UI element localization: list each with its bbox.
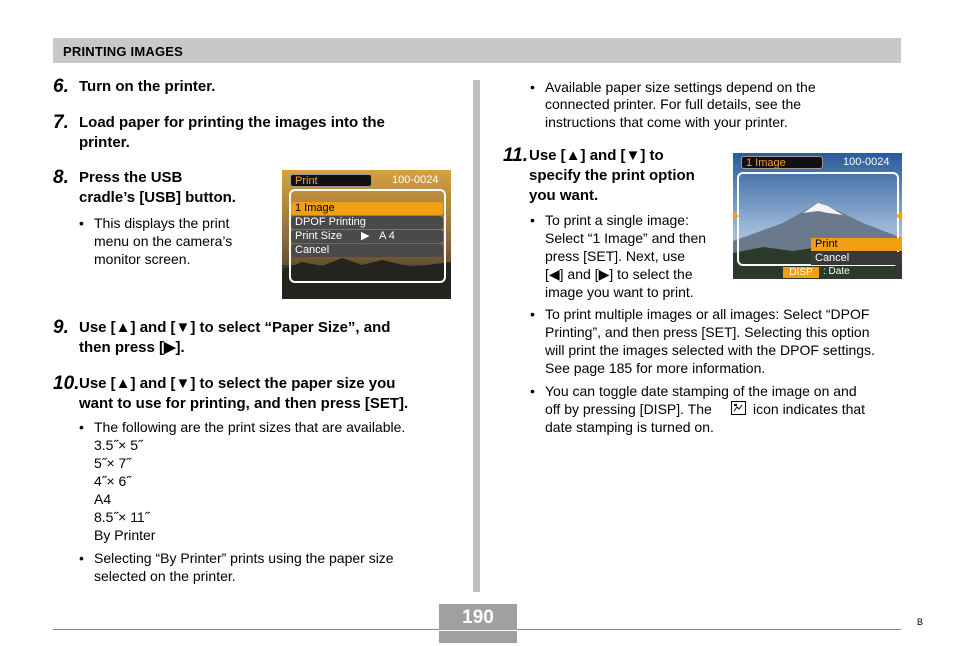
menu-item-print[interactable]: Print (811, 238, 902, 251)
menu-item-cancel[interactable]: Cancel (291, 244, 443, 257)
play-right-icon: ▶ (361, 230, 370, 242)
menu-title: 1 Image (741, 156, 823, 169)
file-number: 100-0024 (843, 156, 890, 168)
section-header (53, 38, 901, 63)
page-number: 190 (439, 604, 517, 630)
bullet-line: • To print multiple images or all images: Select “DPOF (545, 305, 869, 323)
step-10-line1: Use [▲] and [▼] to select the paper size you (79, 375, 396, 392)
bullet-line: • You can toggle date stamping of the image on and (545, 382, 857, 400)
bullet-line: monitor screen. (94, 251, 191, 267)
step-number: 8. (53, 167, 69, 188)
corner-mark: B (917, 617, 924, 627)
print-size-option: 5˝× 7˝ (94, 455, 131, 471)
step-10-line2: want to use for printing, and then press [SET]. (79, 395, 409, 412)
camera-print-menu-screenshot (282, 170, 451, 299)
step-9-line2: then press [▶]. (79, 339, 185, 356)
bullet-line: [◀] and [▶] to select the (545, 266, 693, 282)
bullet-line: Select “1 Image” and then (545, 230, 707, 246)
bullet-line: off by pressing [DISP]. The (545, 401, 712, 417)
bullet-line: icon indicates that (753, 401, 866, 417)
step-11-line1: Use [▲] and [▼] to (529, 147, 664, 164)
section-title: PRINTING IMAGES (63, 44, 184, 59)
step-8-line1: Press the USB (79, 169, 183, 186)
step-7-line1: Load paper for printing the images into the (79, 114, 385, 131)
bullet-line: menu on the camera’s (94, 233, 233, 249)
step-6-text: Turn on the printer. (79, 78, 216, 95)
step-number: 10. (53, 373, 80, 394)
print-size-option: 8.5˝× 11˝ (94, 509, 150, 525)
date-stamp-icon (731, 401, 746, 415)
print-size-option: By Printer (94, 527, 156, 543)
disp-label: DISP (783, 267, 819, 278)
bullet-line: • To print a single image: (545, 211, 689, 229)
step-7-line2: printer. (79, 134, 130, 151)
bullet-line: will print the images selected with the DPOF settings. (545, 342, 875, 358)
print-size-option: A4 (94, 491, 112, 507)
menu-item-dpof-printing[interactable]: DPOF Printing (291, 216, 443, 229)
bullet-line: Printing”, and then press [SET]. Selecting this option (545, 324, 870, 340)
print-size-option: 3.5˝× 5˝ (94, 437, 143, 453)
column-divider (473, 80, 480, 592)
date-label: : Date (823, 266, 850, 277)
print-size-label: Print Size (295, 230, 343, 242)
step-number: 7. (53, 112, 69, 133)
bullet-line: • The following are the print sizes that are available. (94, 418, 405, 436)
file-number: 100-0024 (392, 174, 439, 186)
menu-item-cancel[interactable]: Cancel (811, 252, 902, 265)
step-number: 11. (503, 145, 529, 166)
bullet-line: connected printer. For full details, see the (545, 96, 802, 112)
menu-title: Print (290, 174, 372, 187)
step-number: 6. (53, 76, 69, 97)
bullet-line: selected on the printer. (94, 568, 236, 584)
bullet-line: • Selecting “By Printer” prints using the paper size (94, 549, 394, 567)
bullet-line: press [SET]. Next, use (545, 248, 686, 264)
step-11-line2: specify the print option (529, 167, 695, 184)
step-9-line1: Use [▲] and [▼] to select “Paper Size”, and (79, 319, 391, 336)
page-number-strip (439, 631, 517, 643)
bullet-line: image you want to print. (545, 284, 694, 300)
print-size-value: A 4 (379, 230, 395, 242)
step-number: 9. (53, 317, 69, 338)
bullet-line: See page 185 for more information. (545, 360, 766, 376)
step-8-line2: cradle’s [USB] button. (79, 189, 236, 206)
step-11-line3: you want. (529, 187, 599, 204)
bullet-line: • Available paper size settings depend on the (545, 78, 816, 96)
camera-1-image-screenshot (733, 153, 902, 279)
menu-item-print-size[interactable] (291, 230, 443, 243)
bullet-line: date stamping is turned on. (545, 419, 714, 435)
bullet-line: instructions that come with your printer. (545, 114, 788, 130)
bullet-line: • This displays the print (94, 214, 229, 232)
print-size-option: 4˝× 6˝ (94, 473, 131, 489)
menu-item-1-image[interactable]: 1 Image (291, 202, 443, 215)
